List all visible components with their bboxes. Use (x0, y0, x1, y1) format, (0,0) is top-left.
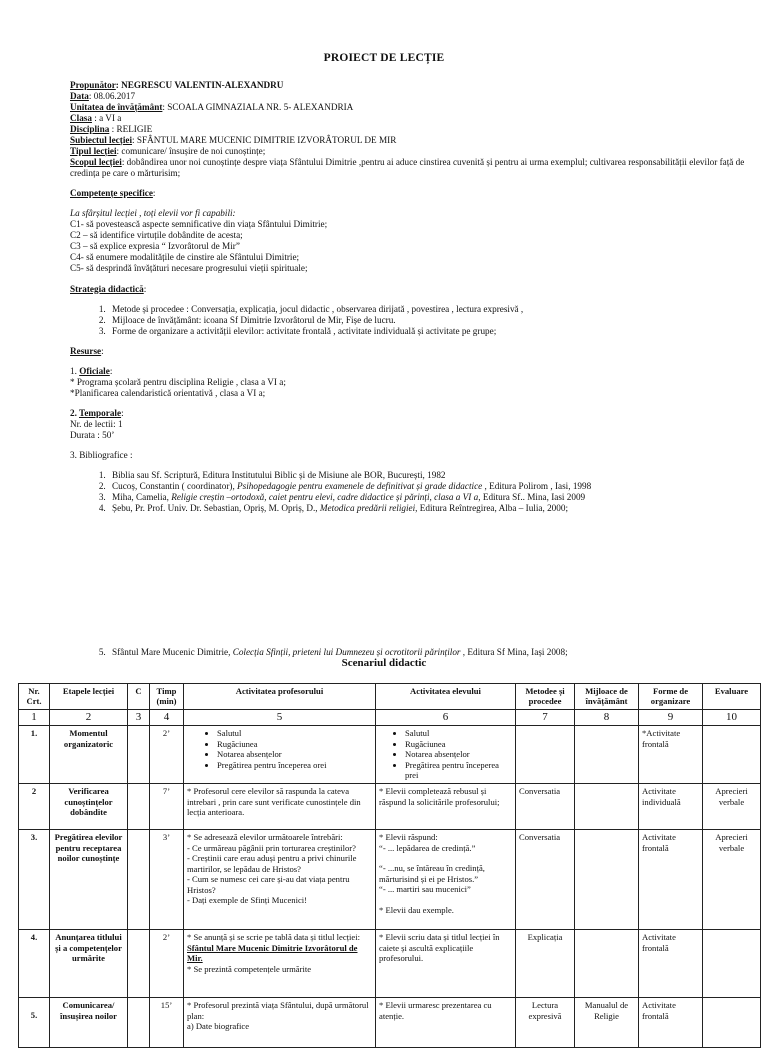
table-row (19, 930, 761, 998)
row-etapa: Verificarea cunoștințelor dobândite (50, 784, 128, 830)
meta-subiectul: Subiectul lecției: SFÂNTUL MARE MUCENIC DIMITRIE IZVORÂTORUL DE MIR (70, 135, 397, 146)
meta-tipul: Tipul lecției: comunicare/ însușire de noi cunoștințe; (70, 146, 266, 157)
col-header: C (128, 684, 150, 710)
row-elev: * Elevii completează rebusul și răspund la solicitările profesorului; (376, 784, 516, 830)
col-header: Forme de organizare (639, 684, 703, 710)
col-number: 4 (150, 709, 184, 725)
row-evaluare: Aprecieri verbale (703, 784, 761, 830)
col-number: 8 (575, 709, 639, 725)
table-row (19, 726, 761, 784)
row-mijloace (575, 784, 639, 830)
col-number: 7 (516, 709, 575, 725)
bibliografie-item: 1. Biblia sau Sf. Scriptură, Editura Institutului Biblic și de Misiune ale BOR, București, 1982 (108, 470, 760, 481)
row-mijloace (575, 726, 639, 784)
resurse-temporale-heading: 2. Temporale: (70, 407, 124, 418)
col-header: Activitatea profesorului (184, 684, 376, 710)
resurse-oficiale-item: * Programa școlară pentru disciplina Religie , clasa a VI a; (70, 376, 286, 387)
row-metode: Lectura expresivă (516, 998, 575, 1048)
col-number: 10 (703, 709, 761, 725)
table-row (19, 830, 761, 930)
row-metode: Conversatia (516, 830, 575, 930)
row-prof: * Se anunță și se scrie pe tablă data și titlul lecției: Sfântul Mare Mucenic Dimitrie Izvorâtorul de Mir. * Se prezintă competențele urmărite (184, 930, 376, 998)
meta-unitatea: Unitatea de învățământ: SCOALA GIMNAZIALA NR. 5- ALEXANDRIA (70, 102, 354, 113)
scenariul-heading: Scenariul didactic (341, 657, 427, 669)
row-c (128, 784, 150, 830)
lesson-metadata (70, 80, 760, 514)
col-number: 6 (376, 709, 516, 725)
col-header: Timp (min) (150, 684, 184, 710)
row-number: 5. (19, 998, 50, 1048)
row-timp: 3’ (150, 830, 184, 930)
row-timp: 15’ (150, 998, 184, 1048)
col-header: Nr. Crt. (19, 684, 50, 710)
row-metode: Explicația (516, 930, 575, 998)
col-number: 5 (184, 709, 376, 725)
row-forme: Activitate frontală (639, 930, 703, 998)
row-number: 2 (19, 784, 50, 830)
row-number: 3. (19, 830, 50, 930)
row-evaluare: Aprecieri verbale (703, 830, 761, 930)
strategia-item: 2. Mijloace de învățământ: icoana Sf Dimitrie Izvorâtorul de Mir, Fișe de lucru. (108, 315, 760, 326)
table-row (19, 784, 761, 830)
scenariu-table (18, 683, 761, 1048)
row-timp: 7’ (150, 784, 184, 830)
bibliografie-item: 3. Miha, Camelia, Religie creștin –ortodoxă, caiet pentru elevi, cadre didactice și părinți, clasa a VI a, Editura Sf.. Mina, Iasi 2009 (108, 492, 760, 503)
meta-propunator: Propunător: NEGRESCU VALENTIN-ALEXANDRU (70, 80, 284, 90)
row-etapa: Momentul organizatoric (50, 726, 128, 784)
strategia-item: 1. Metode și procedee : Conversația, explicația, jocul didactic , observarea dirijată , povestirea , lectura expresivă , (108, 304, 760, 315)
bibliografie-item: 5. Sfântul Mare Mucenic Dimitrie, Colecția Sfinții, prieteni lui Dumnezeu și ocrotitorii părinților , Editura Sf Mina, Iași 2008; (108, 647, 760, 658)
row-elev: * Elevii urmaresc prezentarea cu atenție. (376, 998, 516, 1048)
competente-intro: La sfârșitul lecției , toți elevii vor fi capabili: (70, 208, 236, 219)
col-number: 3 (128, 709, 150, 725)
resurse-temporale-item: Durata : 50’ (70, 429, 115, 440)
resurse-bibliografice-heading: 3. Bibliografice : (70, 449, 133, 460)
resurse-heading: Resurse: (70, 345, 104, 356)
col-header: Mijloace de învățământ (575, 684, 639, 710)
row-c (128, 830, 150, 930)
competenta-item: C2 – să identifice virtuțile dobândite de acesta; (70, 230, 243, 241)
row-prof: * Profesorul cere elevilor să raspunda la cateva intrebari , prin care sunt verificate cunostințele din lecția anterioara. (184, 784, 376, 830)
row-forme: Activitate frontală (639, 830, 703, 930)
row-c (128, 726, 150, 784)
col-number: 2 (50, 709, 128, 725)
col-header: Metodee și procedee (516, 684, 575, 710)
competente-heading: Competențe specifice: (70, 188, 156, 199)
row-prof: * Se adresează elevilor următoarele întrebări: - Ce urmăreau păgânii prin torturarea creștinilor? - Creștinii care erau aduși pentru a privi chinurile martirilor, se lepădau de Hristos? - Cum se numesc cei care și-au dat viața pentru Hristos? - Dați exemple de Sfinți Mucenici! (184, 830, 376, 930)
meta-disciplina: Disciplina : RELIGIE (70, 124, 153, 135)
row-forme: Activitate individuală (639, 784, 703, 830)
col-number: 9 (639, 709, 703, 725)
row-prof: • Salutul • Rugăciunea • Notarea absențelor • Pregătirea pentru începerea orei (184, 726, 376, 784)
row-mijloace (575, 830, 639, 930)
resurse-temporale-item: Nr. de lectii: 1 (70, 418, 123, 429)
row-evaluare (703, 998, 761, 1048)
row-etapa: Pregătirea elevilor pentru receptarea noilor cunoștințe (50, 830, 128, 930)
row-number: 1. (19, 726, 50, 784)
table-row (19, 998, 761, 1048)
meta-clasa: Clasa : a VI a (70, 113, 122, 124)
resurse-oficiale-heading: 1. Oficiale: (70, 365, 113, 376)
bibliografie-item: 2. Cucoș, Constantin ( coordinator), Psihopedagogie pentru examenele de definitivat și grade didactice , Editura Polirom , Iasi, 1998 (108, 481, 760, 492)
row-c (128, 998, 150, 1048)
row-timp: 2’ (150, 726, 184, 784)
strategia-item: 3. Forme de organizare a activității elevilor: activitate frontală , activitate individuală și activitate pe grupe; (108, 326, 760, 337)
row-elev: * Elevii răspund: “- ... lepădarea de credință.” “- ...nu, se întăreau în credință, mărturisind și ei pe Hristos.” “- ... martiri sau mucenici” * Elevii dau exemple. (376, 830, 516, 930)
competenta-item: C4- să enumere modalitățile de cinstire ale Sfântului Dimitrie; (70, 252, 300, 263)
table-header-row (19, 684, 761, 710)
row-metode (516, 726, 575, 784)
row-c (128, 930, 150, 998)
row-etapa: Comunicarea/ însușirea noilor (50, 998, 128, 1048)
row-evaluare (703, 726, 761, 784)
row-metode: Conversatia (516, 784, 575, 830)
row-evaluare (703, 930, 761, 998)
row-etapa: Anunțarea titlului și a competențelor urmărite (50, 930, 128, 998)
strategia-list (70, 304, 760, 337)
row-prof: * Profesorul prezintă viața Sfântului, după următorul plan: a) Date biografice (184, 998, 376, 1048)
competenta-item: C1- să povestească aspecte semnificative din viața Sfântului Dimitrie; (70, 219, 328, 230)
col-header: Etapele lecției (50, 684, 128, 710)
col-header: Evaluare (703, 684, 761, 710)
meta-scopul: Scopul lecției: dobândirea unor noi cunoștințe despre viața Sfântului Dimitrie ,pentru ai aduce cinstirea cuvenită și pentru ai urma exemplul; cultivarea responsabilității elevilor față de credința pe care o mărturisim; (70, 157, 745, 179)
col-header: Activitatea elevului (376, 684, 516, 710)
row-timp: 2’ (150, 930, 184, 998)
bibliografie-list (70, 470, 760, 514)
row-mijloace (575, 930, 639, 998)
row-elev: • Salutul • Rugăciunea • Notarea absențelor • Pregătirea pentru începerea prei (376, 726, 516, 784)
col-number: 1 (19, 709, 50, 725)
row-mijloace: Manualul de Religie (575, 998, 639, 1048)
row-forme: Activitate frontală (639, 998, 703, 1048)
row-elev: * Elevii scriu data și titlul lecției în caiete și ascultă explicațiile profesorului. (376, 930, 516, 998)
competenta-item: C5- să desprindă învățături necesare progresului vieții spirituale; (70, 263, 308, 274)
document-title: PROIECT DE LECȚIE (323, 52, 445, 64)
row-forme: *Activitate frontală (639, 726, 703, 784)
strategia-heading: Strategia didactică: (70, 283, 147, 294)
resurse-oficiale-item: *Planificarea calendaristică orientativă , clasa a VI a; (70, 387, 266, 398)
bibliografie-item: 4. Șebu, Pr. Prof. Univ. Dr. Sebastian, Opriș, M. Opriș, D., Metodica predării religiei, Editura Reîntregirea, Alba – Iulia, 2000; (108, 503, 760, 514)
competenta-item: C3 – să explice expresia “ Izvorâtorul de Mir” (70, 241, 240, 252)
meta-data: Data: 08.06.2017 (70, 91, 136, 102)
row-number: 4. (19, 930, 50, 998)
table-number-row (19, 709, 761, 725)
